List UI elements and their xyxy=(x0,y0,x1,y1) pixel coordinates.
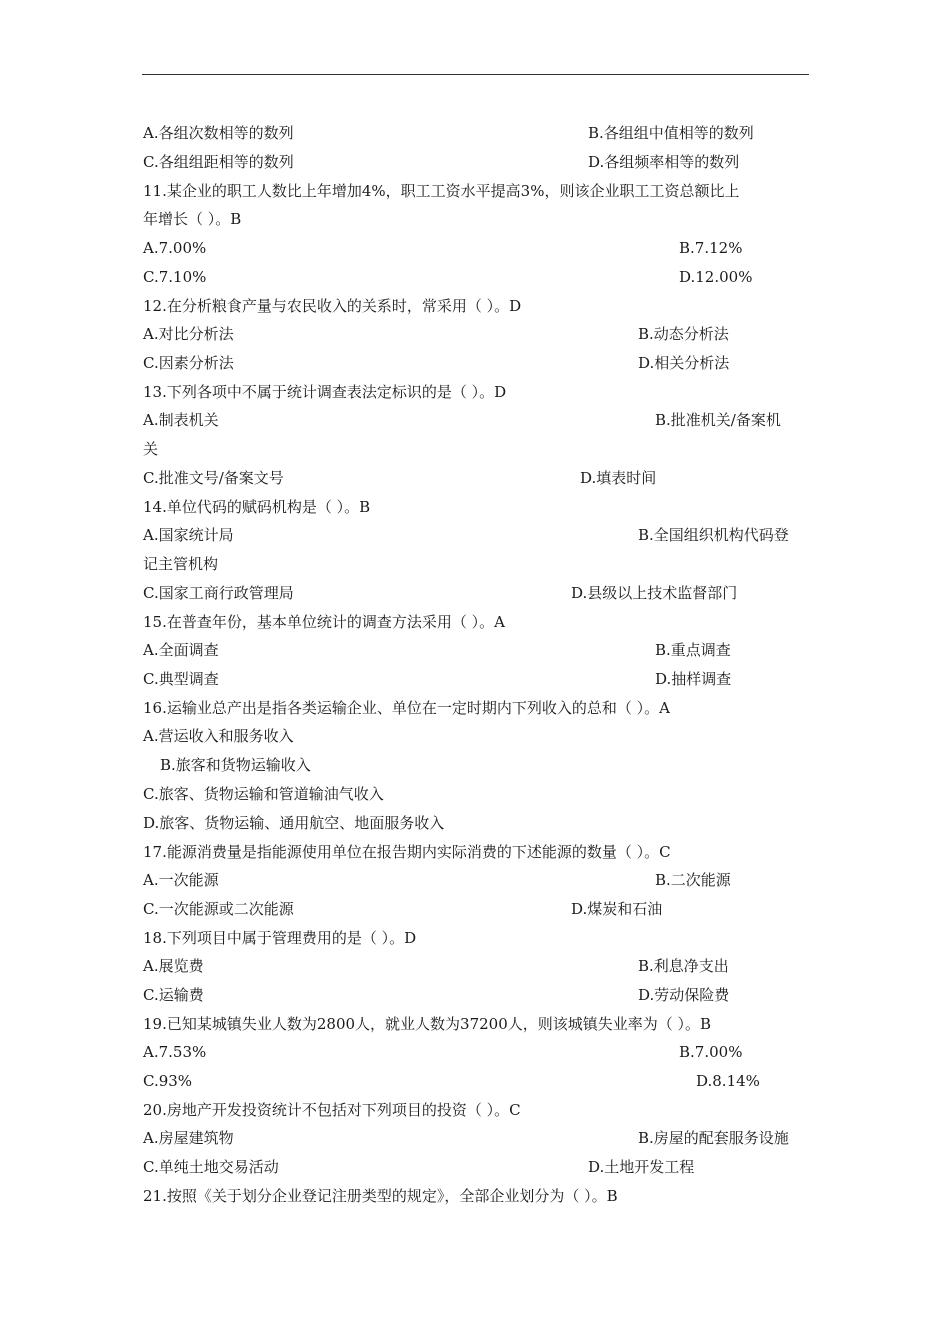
option-d: D.县级以上技术监督部门 xyxy=(571,584,738,602)
question-21: 21.按照《关于划分企业登记注册类型的规定》，全部企业划分为（ ）。B xyxy=(143,1187,618,1205)
option-d: D.煤炭和石油 xyxy=(571,900,663,918)
question-18: 18.下列项目中属于管理费用的是（ ）。D xyxy=(143,929,417,947)
question-15: 15.在普查年份，基本单位统计的调查方法采用（ ）。A xyxy=(143,613,505,631)
option-b: B.全国组织机构代码登 xyxy=(638,526,789,544)
option-a: A.国家统计局 xyxy=(143,526,234,544)
option-c: C.典型调查 xyxy=(143,670,219,688)
option-b: B.利息净支出 xyxy=(638,957,729,975)
option-b-cont: 记主管机构 xyxy=(143,555,219,573)
option-c: C.国家工商行政管理局 xyxy=(143,584,294,602)
option-c: C.旅客、货物运输和管道输油气收入 xyxy=(143,785,384,803)
option-b: B.旅客和货物运输收入 xyxy=(160,756,311,774)
question-14: 14.单位代码的赋码机构是（ ）。B xyxy=(143,498,371,516)
option-a: A.营运收入和服务收入 xyxy=(143,727,294,745)
option-b: B.动态分析法 xyxy=(638,325,729,343)
option-d: D.旅客、货物运输、通用航空、地面服务收入 xyxy=(143,814,445,832)
question-16: 16.运输业总产出是指各类运输企业、单位在一定时期内下列收入的总和（ ）。A xyxy=(143,699,670,717)
question-13: 13.下列各项中不属于统计调查表法定标识的是（ ）。D xyxy=(143,383,507,401)
option-a: A.制表机关 xyxy=(143,411,219,429)
question-17: 17.能源消费量是指能源使用单位在报告期内实际消费的下述能源的数量（ ）。C xyxy=(143,843,671,861)
option-b: B.批准机关/备案机 xyxy=(655,411,781,429)
option-d: D.抽样调查 xyxy=(655,670,732,688)
option-c: C.单纯土地交易活动 xyxy=(143,1158,279,1176)
header-rule xyxy=(142,74,809,75)
option-b: B.房屋的配套服务设施 xyxy=(638,1129,789,1147)
question-11: 11.某企业的职工人数比上年增加4%，职工工资水平提高3%，则该企业职工工资总额比上 xyxy=(143,182,740,200)
option-c: C.因素分析法 xyxy=(143,354,234,372)
question-20: 20.房地产开发投资统计不包括对下列项目的投资（ ）。C xyxy=(143,1101,521,1119)
question-12: 12.在分析粮食产量与农民收入的关系时，常采用（ ）。D xyxy=(143,297,522,315)
option-c: C.批准文号/备案文号 xyxy=(143,469,284,487)
option-d: D.劳动保险费 xyxy=(638,986,730,1004)
option-c: C.一次能源或二次能源 xyxy=(143,900,294,918)
option-d: D.8.14% xyxy=(696,1072,760,1090)
option-a: A.全面调查 xyxy=(143,641,219,659)
option-d: D.12.00% xyxy=(679,268,753,286)
option-c: C.93% xyxy=(143,1072,193,1090)
question-19: 19.已知某城镇失业人数为2800人，就业人数为37200人，则该城镇失业率为（ ）。B xyxy=(143,1015,712,1033)
option-a: A.房屋建筑物 xyxy=(143,1129,234,1147)
option-a: A.7.00% xyxy=(143,239,207,257)
option-b: B.各组组中值相等的数列 xyxy=(588,124,754,142)
option-d: D.土地开发工程 xyxy=(588,1158,695,1176)
option-a: A.各组次数相等的数列 xyxy=(143,124,294,142)
option-a: A.7.53% xyxy=(143,1043,207,1061)
option-b: B.二次能源 xyxy=(655,871,731,889)
option-d: D.相关分析法 xyxy=(638,354,730,372)
option-a: A.展览费 xyxy=(143,957,204,975)
option-b: B.7.00% xyxy=(679,1043,743,1061)
option-b: B.重点调查 xyxy=(655,641,731,659)
option-c: C.7.10% xyxy=(143,268,207,286)
option-d: D.各组频率相等的数列 xyxy=(588,153,740,171)
option-b: B.7.12% xyxy=(679,239,743,257)
question-11-cont: 年增长（ ）。B xyxy=(143,210,242,228)
option-a: A.一次能源 xyxy=(143,871,219,889)
option-c: C.各组组距相等的数列 xyxy=(143,153,294,171)
option-c: C.运输费 xyxy=(143,986,204,1004)
option-a: A.对比分析法 xyxy=(143,325,234,343)
option-d: D.填表时间 xyxy=(580,469,657,487)
option-b-cont: 关 xyxy=(143,440,159,458)
